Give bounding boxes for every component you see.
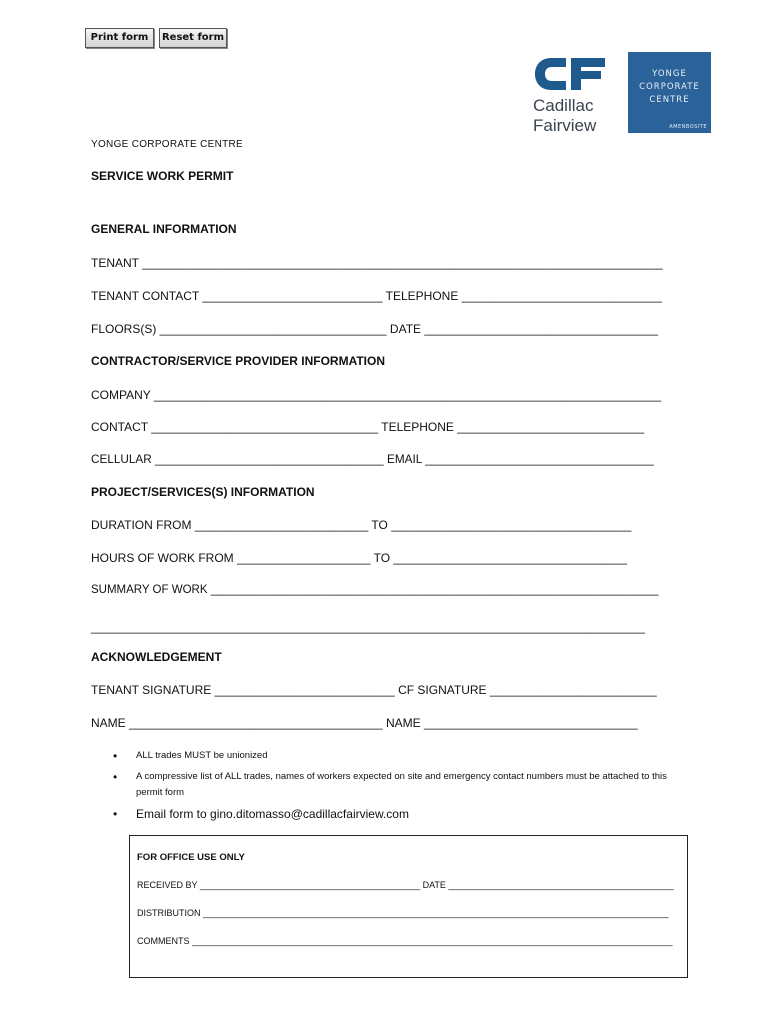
- names-field[interactable]: NAME ______________________________________ NAME ________________________________: [91, 716, 638, 730]
- general-heading: GENERAL INFORMATION: [91, 222, 237, 236]
- tenant-field[interactable]: TENANT ______________________________________________________________________________: [91, 256, 663, 270]
- ycc-logo-line3: CENTRE: [649, 95, 690, 105]
- ycc-logo-line2: CORPORATE: [639, 82, 700, 92]
- cf-logo-line2: Fairview: [533, 116, 597, 135]
- acknowledgement-heading: ACKNOWLEDGEMENT: [91, 650, 222, 664]
- note-trades-list: • A compressive list of ALL trades, names of workers expected on site and emergency contact numbers must be attached to this permit form: [113, 769, 673, 801]
- cf-logo-mark: [533, 54, 607, 94]
- signatures-field[interactable]: TENANT SIGNATURE ___________________________ CF SIGNATURE _________________________: [91, 683, 657, 697]
- company-field[interactable]: COMPANY ____________________________________________________________________________: [91, 388, 662, 402]
- print-form-button[interactable]: Print form: [85, 28, 154, 48]
- notes-list: [113, 748, 673, 827]
- summary-field[interactable]: SUMMARY OF WORK ______________________________________________________________________: [91, 584, 659, 596]
- note-unionized: • ALL trades MUST be unionized: [113, 748, 673, 764]
- project-heading: PROJECT/SERVICES(S) INFORMATION: [91, 485, 315, 499]
- hours-field[interactable]: HOURS OF WORK FROM ____________________ TO ___________________________________: [91, 551, 627, 565]
- ycc-logo-line1: YONGE: [652, 69, 687, 79]
- tenant-contact-field[interactable]: TENANT CONTACT ___________________________ TELEPHONE ______________________________: [91, 289, 662, 303]
- page-title: SERVICE WORK PERMIT: [91, 169, 234, 183]
- ycc-logo-small: AMENBOSITE: [669, 124, 707, 130]
- summary-field-line2[interactable]: ___________________________________________________________________________________: [91, 620, 645, 634]
- cf-logo-line1: Cadillac: [533, 96, 594, 115]
- duration-field[interactable]: DURATION FROM __________________________ TO ____________________________________: [91, 518, 632, 532]
- comments-field[interactable]: COMMENTS ________________________________________________________________________________________________: [137, 936, 673, 946]
- cadillac-fairview-logo: [533, 54, 615, 134]
- note-email: • Email form to gino.ditomasso@cadillacfairview.com: [113, 806, 673, 822]
- contractor-heading: CONTRACTOR/SERVICE PROVIDER INFORMATION: [91, 354, 386, 368]
- building-name: YONGE CORPORATE CENTRE: [91, 139, 243, 150]
- received-by-field[interactable]: RECEIVED BY ____________________________________________ DATE _____________________________________________: [137, 880, 674, 890]
- cellular-email-field[interactable]: CELLULAR ___________________________________ EMAIL ___________________________________: [91, 453, 654, 466]
- yonge-corporate-centre-logo: [628, 52, 711, 133]
- office-use-box: [129, 835, 688, 978]
- distribution-field[interactable]: DISTRIBUTION _____________________________________________________________________________________________: [137, 908, 669, 918]
- floors-date-field[interactable]: FLOORS(S) __________________________________ DATE ___________________________________: [91, 322, 658, 336]
- contact-field[interactable]: CONTACT __________________________________ TELEPHONE ____________________________: [91, 420, 645, 434]
- reset-form-button[interactable]: Reset form: [159, 28, 227, 48]
- office-heading: FOR OFFICE USE ONLY: [137, 852, 245, 863]
